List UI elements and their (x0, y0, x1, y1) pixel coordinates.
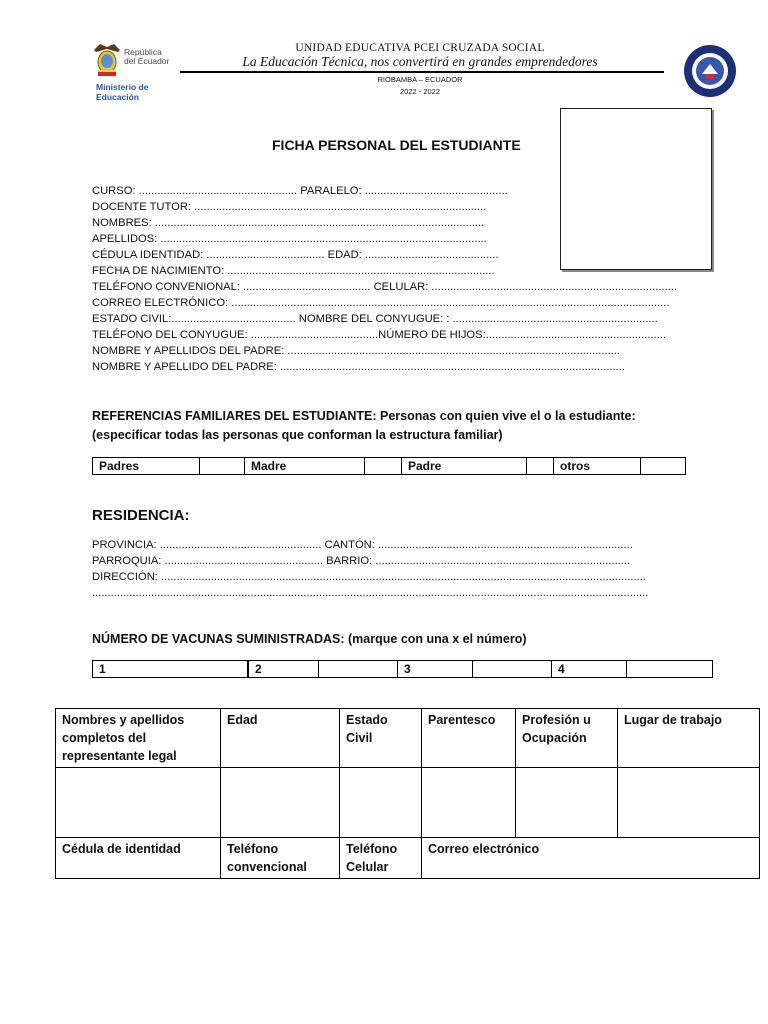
vacunas-table (92, 660, 713, 678)
residencia-field-line[interactable]: DIRECCIÓN: ............................................................................................................................................................ (92, 571, 646, 583)
rep-footer-correo[interactable]: Correo electrónico (422, 838, 760, 879)
residencia-field-line[interactable]: PARROQUIA: ................................................... BARRIO: .................................................................................. (92, 555, 631, 567)
residencia-field-line[interactable]: ................................................................................................................................................................................... (92, 587, 649, 599)
photo-box (560, 108, 712, 270)
referencias-subheading: (especificar todas las personas que conforman la estructura familiar) (92, 428, 503, 442)
vacunas-heading: NÚMERO DE VACUNAS SUMINISTRADAS: (marque con una x el número) (92, 632, 527, 646)
rep-input-edad[interactable] (221, 768, 340, 838)
rep-input-lugar-trabajo[interactable] (618, 768, 760, 838)
form-field-line[interactable]: CURSO: ................................................... PARALELO: .............................................. (92, 185, 508, 197)
form-field-line[interactable]: NOMBRE Y APELLIDOS DEL PADRE: ........................................................................................................... (92, 345, 621, 357)
rep-header-estado-civil: Estado Civil (340, 709, 422, 768)
header-divider (180, 71, 664, 73)
rep-footer-cedula[interactable]: Cédula de identidad (56, 838, 221, 879)
familia-check-padre[interactable] (527, 458, 554, 475)
school-name: UNIDAD EDUCATIVA PCEI CRUZADA SOCIAL (295, 42, 545, 54)
residencia-heading: RESIDENCIA: (92, 507, 190, 524)
form-field-line[interactable]: ESTADO CIVIL:........................................ NOMBRE DEL CONYUGUE: : .................................................................. (92, 313, 658, 325)
rep-input-nombres[interactable] (56, 768, 221, 838)
rep-header-profesion: Profesión u Ocupación (516, 709, 618, 768)
city-label: RIOBAMBA – ECUADOR (377, 75, 463, 84)
vacuna-cell-3[interactable]: 3 (398, 661, 473, 678)
familia-cell-otros[interactable]: otros (554, 458, 641, 475)
form-field-line[interactable]: FECHA DE NACIMIENTO: ...................................................................................... (92, 265, 495, 277)
residencia-field-line[interactable]: PROVINCIA: .................................................... CANTÓN: .................................................................................. (92, 539, 633, 551)
vacuna-check-4[interactable] (627, 661, 713, 678)
page-title: FICHA PERSONAL DEL ESTUDIANTE (272, 137, 521, 153)
coat-of-arms-icon (92, 42, 122, 78)
form-field-line[interactable]: TELÉFONO CONVENIONAL: ......................................... CELULAR: ............................................................................... (92, 281, 677, 293)
rep-header-nombres: Nombres y apellidos completos del representante legal (56, 709, 221, 768)
form-field-line[interactable]: CORREO ELECTRÓNICO: ............................................................................................................................................. (92, 297, 670, 309)
vacuna-check-2[interactable] (319, 661, 398, 678)
republica-ecuador-logo (90, 40, 180, 110)
form-field-line[interactable]: NOMBRE Y APELLIDO DEL PADRE: ............................................................................................................... (92, 361, 625, 373)
rep-header-lugar-trabajo: Lugar de trabajo (618, 709, 760, 768)
referencias-heading: REFERENCIAS FAMILIARES DEL ESTUDIANTE: Personas con quien vive el o la estudiante: (92, 409, 636, 423)
representante-table (55, 708, 760, 879)
rep-footer-telefono-convencional[interactable]: Teléfono convencional (221, 838, 340, 879)
school-seal-logo (680, 44, 740, 98)
rep-header-edad: Edad (221, 709, 340, 768)
form-field-line[interactable]: DOCENTE TUTOR: .............................................................................................. (92, 201, 487, 213)
vacuna-check-3[interactable] (473, 661, 552, 678)
republica-label: República del Ecuador (124, 47, 170, 66)
vacuna-cell-4[interactable]: 4 (552, 661, 627, 678)
slogan: La Educación Técnica, nos convertirá en grandes emprendedores (242, 54, 598, 69)
familia-cell-madre[interactable]: Madre (245, 458, 365, 475)
rep-header-parentesco: Parentesco (422, 709, 516, 768)
familia-check-padres[interactable] (200, 458, 245, 475)
ministerio-label: Ministerio de Educación (96, 82, 149, 102)
familia-check-otros[interactable] (641, 458, 686, 475)
form-field-line[interactable]: TELÉFONO DEL CONYUGUE: .........................................NÚMERO DE HIJOS:.......................................................... (92, 329, 666, 341)
vacuna-cell-2[interactable]: 2 (249, 661, 319, 678)
familia-check-madre[interactable] (365, 458, 402, 475)
familia-table (92, 457, 686, 475)
rep-input-estado-civil[interactable] (340, 768, 422, 838)
rep-input-parentesco[interactable] (422, 768, 516, 838)
familia-cell-padre[interactable]: Padre (402, 458, 527, 475)
familia-cell-padres[interactable]: Padres (93, 458, 200, 475)
rep-input-profesion[interactable] (516, 768, 618, 838)
form-field-line[interactable]: CÉDULA IDENTIDAD: ...................................... EDAD: ........................................... (92, 249, 499, 261)
form-field-line[interactable]: APELLIDOS: ......................................................................................................... (92, 233, 487, 245)
vacuna-cell-1[interactable]: 1 (93, 661, 248, 678)
school-year: 2022 - 2022 (399, 87, 441, 96)
rep-footer-telefono-celular[interactable]: Teléfono Celular (340, 838, 422, 879)
form-field-line[interactable]: NOMBRES: .......................................................................................................... (92, 217, 485, 229)
